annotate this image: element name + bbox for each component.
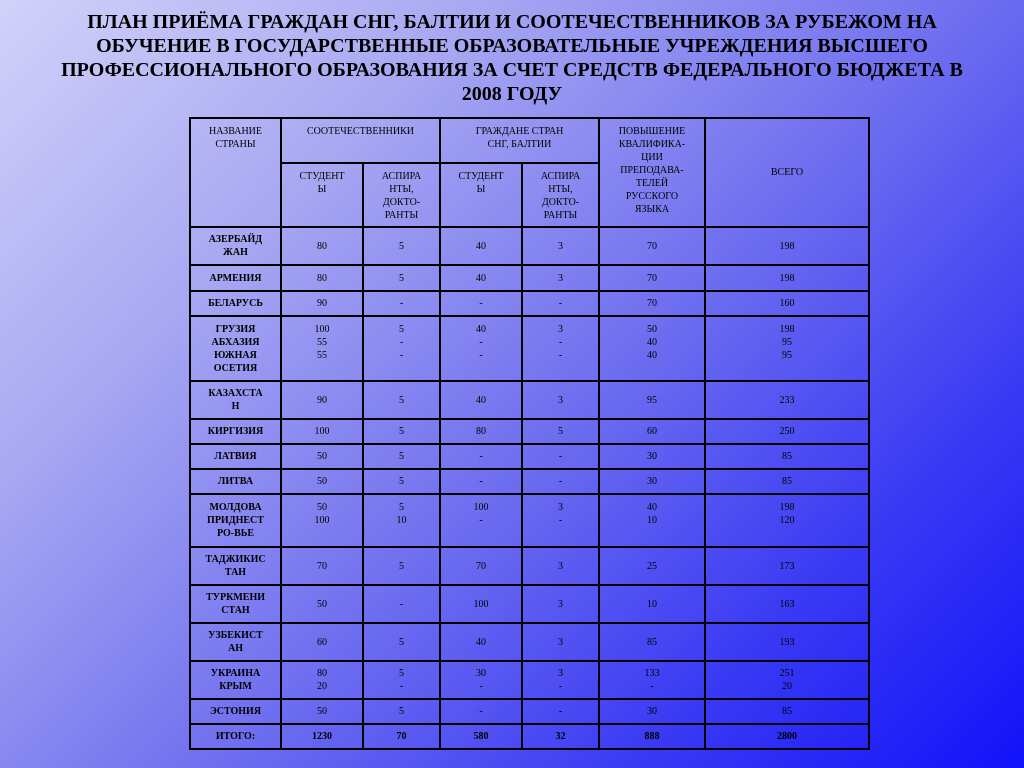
qualification-cell	[599, 227, 705, 265]
cis-students-cell	[440, 585, 522, 623]
country-cell	[190, 547, 281, 585]
cell-text: 160	[779, 298, 795, 309]
cell-text: КРЫМ	[219, 681, 252, 692]
cell-text: СТРАНЫ	[215, 139, 256, 150]
cell-text: -	[650, 681, 654, 692]
country-cell	[190, 316, 281, 381]
cis-postgrads-cell	[522, 444, 599, 469]
cell-text: -	[479, 515, 483, 526]
total-compatriot-postgrads-cell: 70	[363, 724, 440, 749]
cell-text: 70	[317, 560, 327, 572]
cell-text: -	[399, 337, 404, 348]
cis-postgrads-cell	[522, 265, 599, 291]
title-line: 2008 ГОДУ	[461, 83, 563, 105]
country-cell	[190, 623, 281, 661]
total-cell	[705, 623, 869, 661]
cell-text: 100	[473, 502, 489, 513]
cell-text: -	[558, 337, 563, 348]
cell-text: 173	[779, 560, 795, 572]
cell-text: 5	[399, 502, 404, 513]
total-label: ИТОГО:	[190, 724, 281, 749]
cell-text: -	[479, 681, 483, 692]
compatriot-students-cell	[281, 661, 363, 699]
country-cell	[190, 699, 281, 724]
cis-students-cell	[440, 699, 522, 724]
cell-text: 3	[558, 502, 563, 513]
cell-text: 3	[558, 598, 563, 610]
qualification-cell	[599, 316, 705, 381]
cell-text: 70	[647, 272, 657, 284]
cell-text: 50	[317, 451, 327, 462]
cis-postgrads-cell	[522, 494, 599, 547]
qualification-cell	[599, 265, 705, 291]
cell-text: ЮЖНАЯ	[214, 349, 257, 361]
cell-text: -	[558, 476, 563, 487]
cell-text: ЯЗЫКА	[634, 204, 670, 215]
header-total	[705, 118, 869, 227]
cis-postgrads-cell	[522, 469, 599, 494]
cell-text: 133	[644, 668, 660, 679]
compatriot-postgrads-cell	[363, 444, 440, 469]
country-cell	[190, 494, 281, 547]
table-row	[190, 227, 869, 265]
country-cell	[190, 381, 281, 419]
compatriot-postgrads-cell	[363, 547, 440, 585]
cell-text: ПОВЫШЕНИЕ	[618, 126, 686, 137]
cell-text: 5	[399, 426, 404, 437]
cell-text: 80	[317, 272, 327, 284]
cell-text: ОСЕТИЯ	[213, 362, 258, 374]
cell-text: 90	[317, 394, 327, 406]
cell-text: -	[479, 337, 483, 348]
cell-text: 163	[779, 598, 795, 610]
cis-postgrads-cell	[522, 227, 599, 265]
cis-students-cell	[440, 547, 522, 585]
cis-students-cell	[440, 469, 522, 494]
country-cell	[190, 291, 281, 316]
compatriot-postgrads-cell	[363, 661, 440, 699]
admission-plan-table	[189, 117, 870, 750]
compatriot-postgrads-cell	[363, 494, 440, 547]
compatriot-postgrads-cell	[363, 699, 440, 724]
compatriot-students-cell	[281, 419, 363, 444]
cell-text: ПРЕПОДАВА-	[620, 165, 684, 176]
cell-text: 40	[647, 502, 657, 513]
cell-text: ТЕЛЕЙ	[635, 178, 669, 189]
cis-students-cell	[440, 494, 522, 547]
cis-postgrads-cell	[522, 547, 599, 585]
cell-text: Ы	[476, 184, 486, 195]
cell-text: 40	[647, 350, 657, 361]
cell-text: КВАЛИФИКА-	[618, 139, 686, 150]
cell-text: -	[558, 681, 563, 692]
cis-students-cell	[440, 444, 522, 469]
cell-text: -	[558, 515, 563, 526]
cell-text: 85	[782, 451, 792, 462]
cell-text: СТУДЕНТ	[458, 171, 504, 182]
cell-text: 55	[317, 337, 327, 348]
header-row	[190, 118, 869, 163]
cell-text: СТУДЕНТ	[299, 171, 345, 182]
cell-text: РАНТЫ	[543, 210, 578, 221]
cell-text: БЕЛАРУСЬ	[208, 298, 263, 309]
cell-text: 5	[399, 668, 404, 679]
cell-text: 5	[399, 324, 404, 335]
cell-text: ПРИДНЕСТ	[207, 515, 264, 526]
compatriot-students-cell	[281, 585, 363, 623]
header-compatriot-students	[281, 163, 363, 227]
cell-text: АЗЕРБАЙД	[208, 234, 263, 245]
compatriot-postgrads-cell	[363, 419, 440, 444]
cell-text: 198	[779, 324, 795, 335]
cell-text: 85	[647, 636, 657, 648]
qualification-cell	[599, 381, 705, 419]
compatriot-students-cell	[281, 291, 363, 316]
cell-text: 5	[558, 426, 563, 437]
header-cis-postgrads	[522, 163, 599, 227]
cell-text: 250	[779, 426, 795, 437]
cell-text: 40	[476, 394, 486, 406]
country-cell	[190, 227, 281, 265]
cell-text: 5	[399, 560, 404, 572]
cell-text: -	[479, 298, 483, 309]
cell-text: ЦИИ	[641, 152, 663, 163]
cis-students-cell	[440, 419, 522, 444]
cell-text: 40	[476, 240, 486, 252]
compatriot-students-cell	[281, 494, 363, 547]
qualification-cell	[599, 661, 705, 699]
cell-text: Ы	[317, 184, 327, 195]
cis-postgrads-cell	[522, 585, 599, 623]
cis-students-cell	[440, 661, 522, 699]
cis-students-cell	[440, 316, 522, 381]
cis-students-cell	[440, 227, 522, 265]
table-row	[190, 419, 869, 444]
country-cell	[190, 444, 281, 469]
cell-text: 3	[558, 240, 563, 252]
cell-text: УЗБЕКИСТ	[208, 630, 263, 641]
cell-text: -	[558, 706, 563, 717]
cell-text: 3	[558, 636, 563, 648]
header-cis-citizens	[440, 118, 599, 163]
cell-text: 70	[647, 240, 657, 252]
cell-text: 25	[647, 560, 657, 572]
compatriot-students-cell	[281, 316, 363, 381]
total-cis-postgrads-cell: 32	[522, 724, 599, 749]
cell-text: 95	[782, 350, 792, 361]
country-cell	[190, 265, 281, 291]
cell-text: СООТЕЧЕСТВЕННИКИ	[306, 126, 415, 137]
cell-text: 198	[779, 272, 795, 284]
cell-text: -	[399, 350, 404, 361]
cell-text: 3	[558, 668, 563, 679]
cell-text: УКРАИНА	[210, 668, 261, 679]
header-compatriot-postgrads	[363, 163, 440, 227]
cell-text: АСПИРА	[381, 171, 422, 182]
cell-text: 60	[317, 636, 327, 648]
cell-text: 30	[647, 476, 657, 487]
cis-students-cell	[440, 381, 522, 419]
title-line: ПРОФЕССИОНАЛЬНОГО ОБРАЗОВАНИЯ ЗА СЧЕТ СРЕДСТВ ФЕДЕРАЛЬНОГО БЮДЖЕТА В	[61, 59, 963, 81]
cell-text: 100	[314, 515, 330, 526]
cis-postgrads-cell	[522, 291, 599, 316]
total-total-cell: 2800	[705, 724, 869, 749]
qualification-cell	[599, 585, 705, 623]
cell-text: 30	[647, 451, 657, 462]
cis-postgrads-cell	[522, 316, 599, 381]
cell-text: 10	[396, 515, 407, 526]
compatriot-students-cell	[281, 469, 363, 494]
cell-text: ДОКТО-	[541, 197, 580, 208]
compatriot-postgrads-cell	[363, 469, 440, 494]
cell-text: 50	[317, 598, 327, 610]
total-cell	[705, 585, 869, 623]
cell-text: 3	[558, 394, 563, 406]
total-cis-students-cell: 580	[440, 724, 522, 749]
cell-text: СТАН	[221, 605, 250, 616]
cell-text: 85	[782, 476, 792, 487]
cell-text: Н	[231, 401, 240, 412]
compatriot-postgrads-cell	[363, 265, 440, 291]
cell-text: -	[558, 350, 563, 361]
compatriot-students-cell	[281, 444, 363, 469]
qualification-cell	[599, 419, 705, 444]
cis-postgrads-cell	[522, 623, 599, 661]
qualification-cell	[599, 699, 705, 724]
compatriot-students-cell	[281, 547, 363, 585]
cell-text: НТЫ,	[548, 184, 573, 195]
title-line: ПЛАН ПРИЁМА ГРАЖДАН СНГ, БАЛТИИ И СООТЕЧЕСТВЕННИКОВ ЗА РУБЕЖОМ НА	[87, 11, 937, 33]
total-cell	[705, 444, 869, 469]
table-row	[190, 494, 869, 547]
compatriot-students-cell	[281, 381, 363, 419]
cell-text: 5	[399, 476, 404, 487]
cell-text: 30	[647, 706, 657, 717]
cell-text: 70	[476, 560, 486, 572]
cell-text: АБХАЗИЯ	[211, 336, 260, 348]
total-row	[190, 724, 869, 749]
cell-text: 20	[317, 681, 327, 692]
cell-text: 80	[317, 668, 327, 679]
table-row	[190, 316, 869, 381]
page-title	[40, 10, 984, 106]
cell-text: ЛАТВИЯ	[214, 451, 257, 462]
cell-text: 30	[476, 668, 486, 679]
compatriot-students-cell	[281, 265, 363, 291]
cell-text: ВСЕГО	[770, 167, 804, 178]
cell-text: СНГ, БАЛТИИ	[487, 139, 552, 150]
compatriot-postgrads-cell	[363, 585, 440, 623]
cell-text: ЭСТОНИЯ	[209, 706, 262, 717]
header-cis-students	[440, 163, 522, 227]
cell-text: -	[479, 476, 483, 487]
cell-text: 85	[782, 706, 792, 717]
compatriot-postgrads-cell	[363, 291, 440, 316]
table-row	[190, 469, 869, 494]
cell-text: РУССКОГО	[625, 191, 679, 202]
cell-text: 10	[647, 515, 657, 526]
table-row	[190, 291, 869, 316]
cell-text: МОЛДОВА	[209, 502, 262, 513]
cis-postgrads-cell	[522, 699, 599, 724]
compatriot-postgrads-cell	[363, 381, 440, 419]
cell-text: 80	[476, 426, 486, 437]
cell-text: ТАДЖИКИС	[205, 554, 266, 565]
total-cell	[705, 227, 869, 265]
total-cell	[705, 547, 869, 585]
qualification-cell	[599, 494, 705, 547]
country-cell	[190, 419, 281, 444]
cell-text: ДОКТО-	[382, 197, 421, 208]
title-line: ОБУЧЕНИЕ В ГОСУДАРСТВЕННЫЕ ОБРАЗОВАТЕЛЬНЫЕ УЧРЕЖДЕНИЯ ВЫСШЕГО	[96, 35, 928, 57]
cell-text: ЖАН	[223, 247, 248, 258]
table-row	[190, 547, 869, 585]
total-cell	[705, 699, 869, 724]
cell-text: 198	[779, 240, 795, 252]
cell-text: РО-ВЬЕ	[216, 528, 255, 539]
table-row	[190, 444, 869, 469]
cis-students-cell	[440, 265, 522, 291]
cell-text: 80	[317, 240, 327, 252]
table-row	[190, 381, 869, 419]
cell-text: 100	[314, 426, 330, 437]
cell-text: 95	[647, 394, 657, 406]
cell-text: НАЗВАНИЕ	[208, 126, 263, 137]
cell-text: 251	[779, 668, 795, 679]
cell-text: АРМЕНИЯ	[209, 272, 262, 284]
cell-text: 50	[317, 706, 327, 717]
cell-text: 3	[558, 324, 563, 335]
cell-text: -	[399, 298, 404, 309]
cell-text: -	[558, 451, 563, 462]
cell-text: КИРГИЗИЯ	[207, 426, 264, 437]
cell-text: 40	[647, 337, 657, 348]
qualification-cell	[599, 444, 705, 469]
cell-text: 100	[314, 324, 330, 335]
compatriot-students-cell	[281, 623, 363, 661]
country-cell	[190, 585, 281, 623]
cell-text: 60	[647, 426, 657, 437]
total-cell	[705, 291, 869, 316]
cell-text: 233	[779, 394, 795, 406]
table-row	[190, 699, 869, 724]
cell-text: 40	[476, 272, 486, 284]
cell-text: 5	[399, 636, 404, 648]
total-cell	[705, 661, 869, 699]
cell-text: 95	[782, 337, 792, 348]
cell-text: ТАН	[224, 567, 247, 578]
compatriot-students-cell	[281, 699, 363, 724]
cell-text: 40	[476, 636, 486, 648]
cell-text: 120	[779, 515, 795, 526]
cis-students-cell	[440, 291, 522, 316]
cis-postgrads-cell	[522, 661, 599, 699]
header-compatriots	[281, 118, 440, 163]
header-country	[190, 118, 281, 227]
cell-text: 5	[399, 706, 404, 717]
total-compatriot-students-cell: 1230	[281, 724, 363, 749]
cell-text: АН	[228, 643, 243, 654]
cis-postgrads-cell	[522, 419, 599, 444]
cell-text: 5	[399, 240, 404, 252]
cell-text: -	[399, 681, 404, 692]
cell-text: 198	[779, 502, 795, 513]
cell-text: -	[479, 706, 483, 717]
table-row	[190, 265, 869, 291]
cell-text: ТУРКМЕНИ	[205, 592, 266, 603]
cell-text: АСПИРА	[540, 171, 581, 182]
qualification-cell	[599, 469, 705, 494]
cell-text: 5	[399, 272, 404, 284]
cell-text: 55	[317, 350, 327, 361]
cell-text: 100	[473, 598, 489, 610]
cell-text: 50	[647, 324, 657, 335]
cell-text: 20	[782, 681, 792, 692]
cell-text: 70	[647, 298, 657, 309]
compatriot-postgrads-cell	[363, 623, 440, 661]
cell-text: 90	[317, 298, 327, 309]
cell-text: ЛИТВА	[217, 476, 254, 487]
cell-text: 40	[476, 324, 486, 335]
cell-text: 3	[558, 560, 563, 572]
table-body	[190, 227, 869, 749]
total-cell	[705, 381, 869, 419]
cell-text: -	[479, 451, 483, 462]
qualification-cell	[599, 547, 705, 585]
cell-text: 50	[317, 502, 327, 513]
cell-text: 5	[399, 394, 404, 406]
header-qualification	[599, 118, 705, 227]
cell-text: РАНТЫ	[384, 210, 419, 221]
table-row	[190, 661, 869, 699]
total-cell	[705, 265, 869, 291]
cell-text: НТЫ,	[389, 184, 414, 195]
total-cell	[705, 316, 869, 381]
cell-text: 5	[399, 451, 404, 462]
cis-students-cell	[440, 623, 522, 661]
country-cell	[190, 469, 281, 494]
qualification-cell	[599, 291, 705, 316]
cell-text: -	[558, 298, 563, 309]
compatriot-students-cell	[281, 227, 363, 265]
cell-text: 193	[779, 636, 795, 648]
country-cell	[190, 661, 281, 699]
table-row	[190, 585, 869, 623]
total-cell	[705, 469, 869, 494]
cell-text: ГРУЗИЯ	[215, 323, 256, 335]
total-cell	[705, 419, 869, 444]
cis-postgrads-cell	[522, 381, 599, 419]
cell-text: 3	[558, 272, 563, 284]
compatriot-postgrads-cell	[363, 227, 440, 265]
total-cell	[705, 494, 869, 547]
compatriot-postgrads-cell	[363, 316, 440, 381]
qualification-cell	[599, 623, 705, 661]
table-row	[190, 623, 869, 661]
total-qualification-cell: 888	[599, 724, 705, 749]
cell-text: ГРАЖДАНЕ СТРАН	[475, 126, 564, 137]
cell-text: -	[479, 350, 483, 361]
cell-text: КАЗАХСТА	[208, 388, 263, 399]
cell-text: -	[399, 598, 404, 610]
cell-text: 10	[647, 598, 657, 610]
cell-text: 50	[317, 476, 327, 487]
